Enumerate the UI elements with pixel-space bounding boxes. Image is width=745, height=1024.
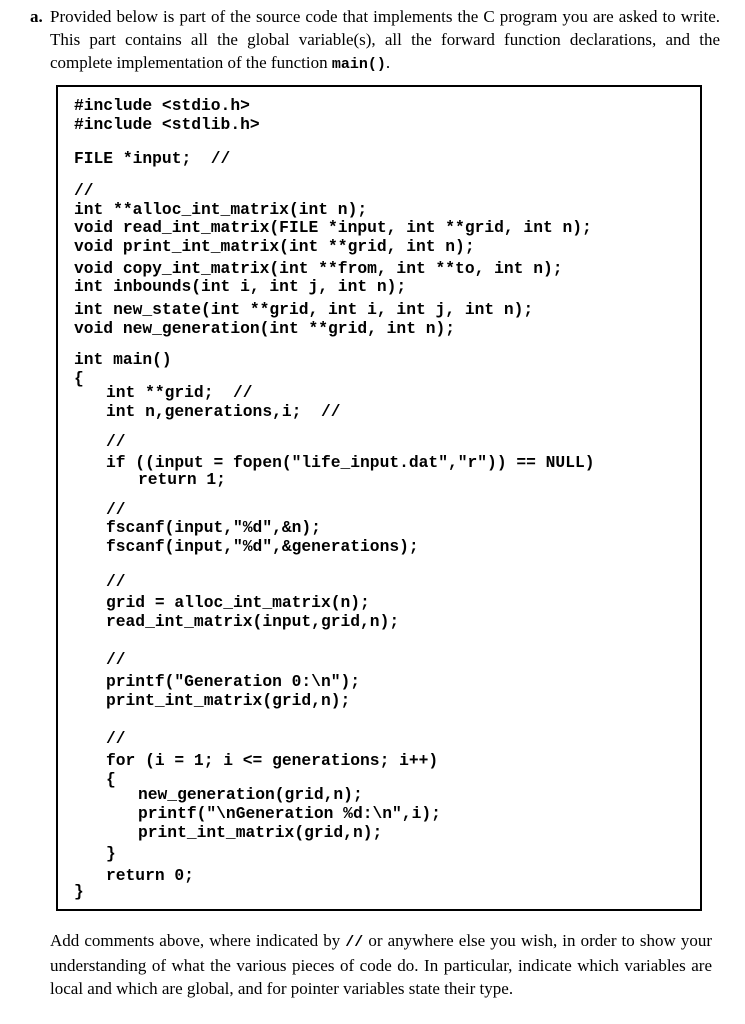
code-line: // (106, 650, 126, 669)
code-line: int **alloc_int_matrix(int n); (74, 200, 368, 219)
intro-text: Provided below is part of the source code that implements the C program you are asked to write. This part contains all the global variable(s), all the forward function declarations, and the complete implementation of the function (50, 7, 720, 72)
instructions-paragraph (50, 929, 712, 1000)
code-line: void read_int_matrix(FILE *input, int **grid, int n); (74, 218, 592, 237)
code-line: // (74, 181, 94, 200)
code-line: int **grid; // (106, 383, 253, 402)
code-line: #include <stdlib.h> (74, 115, 260, 134)
outro-text: Add comments above, where indicated by (50, 931, 346, 950)
code-line: int new_state(int **grid, int i, int j, int n); (74, 300, 534, 319)
intro-paragraph (50, 5, 720, 76)
code-line: void print_int_matrix(int **grid, int n); (74, 237, 475, 256)
code-line: void copy_int_matrix(int **from, int **to, int n); (74, 259, 563, 278)
code-line: { (74, 369, 84, 388)
code-line: for (i = 1; i <= generations; i++) (106, 751, 439, 770)
code-line: } (106, 844, 116, 863)
code-line: // (106, 572, 126, 591)
outro-code-ref: // (345, 934, 364, 951)
code-line: #include <stdio.h> (74, 96, 250, 115)
code-line: { (106, 770, 116, 789)
code-line: printf("Generation 0:\n"); (106, 672, 361, 691)
code-line: print_int_matrix(grid,n); (138, 823, 383, 842)
outro-text-end: or anywhere else you wish, in order to show your understanding of what the various pieces of code do. In particular, indicate which variables are local and which are global, and for pointer variables state their type. (50, 931, 712, 998)
question-label: a. (30, 7, 43, 26)
code-line: new_generation(grid,n); (138, 785, 363, 804)
code-line: int n,generations,i; // (106, 402, 341, 421)
code-line: return 1; (138, 470, 226, 489)
code-line: } (74, 882, 84, 901)
code-line: int main() (74, 350, 172, 369)
intro-text-end: . (385, 53, 391, 72)
code-line: fscanf(input,"%d",&generations); (106, 537, 419, 556)
code-line: fscanf(input,"%d",&n); (106, 518, 321, 537)
code-line: if ((input = fopen("life_input.dat","r")) == NULL) (106, 453, 595, 472)
question-intro (30, 5, 720, 76)
code-line: FILE *input; // (74, 149, 231, 168)
code-line: grid = alloc_int_matrix(n); (106, 593, 370, 612)
code-line: print_int_matrix(grid,n); (106, 691, 351, 710)
code-line: void new_generation(int **grid, int n); (74, 319, 456, 338)
code-line: // (106, 500, 126, 519)
code-line: // (106, 729, 126, 748)
code-line: return 0; (106, 866, 194, 885)
intro-code-ref: main() (331, 56, 386, 73)
code-line: // (106, 432, 126, 451)
code-line: int inbounds(int i, int j, int n); (74, 277, 407, 296)
source-code-box (56, 85, 702, 911)
code-line: printf("\nGeneration %d:\n",i); (138, 804, 441, 823)
code-line: read_int_matrix(input,grid,n); (106, 612, 400, 631)
